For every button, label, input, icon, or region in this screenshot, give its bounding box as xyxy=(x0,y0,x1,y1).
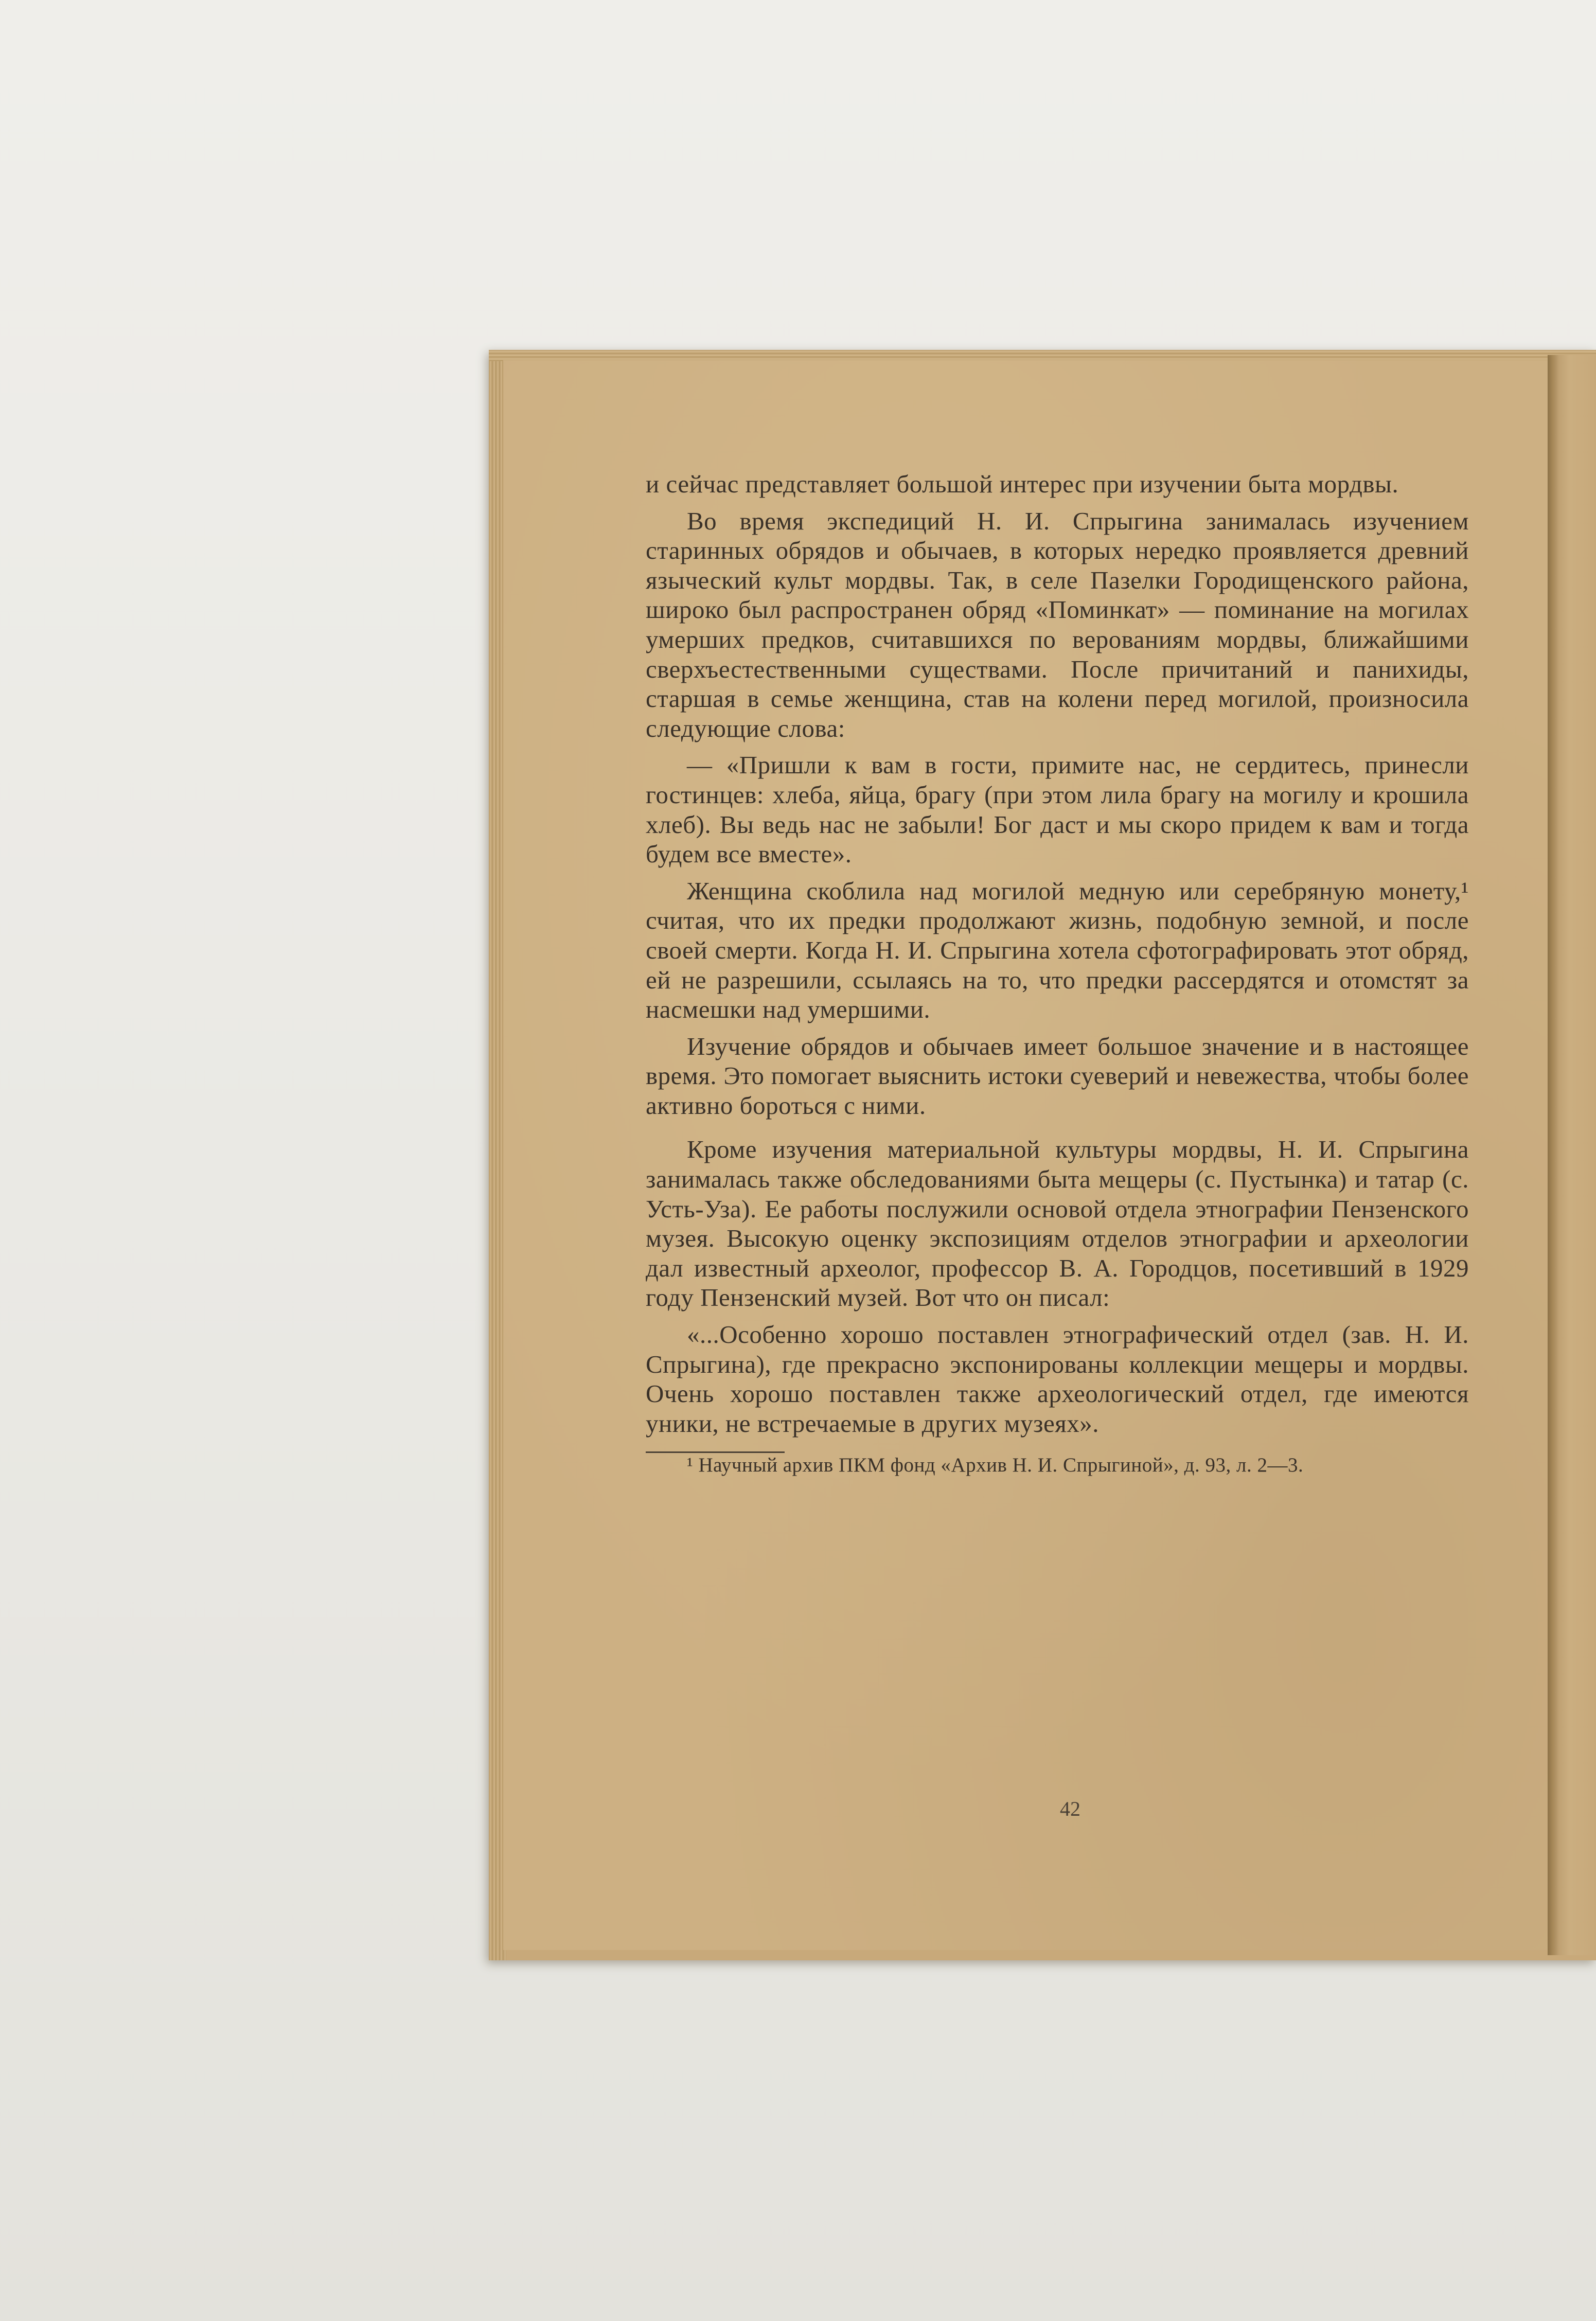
facing-page-edge xyxy=(1554,355,1596,1955)
paragraph-continuation: и сейчас представляет большой интерес при изучении быта мордвы. xyxy=(646,470,1399,498)
paragraph-expedition: Во время экспедиций Н. И. Спрыгина занималась изучением старинных обрядов и обычаев, в которых нередко проявляется древний языческий культ мордвы. Так, в селе Пазелки Городищенского района, широко был распространен обряд «Поминкат» — поминание на могилах умерших предков, считавшихся по верованиям мордвы, ближайшими сверхъестественными существами. После причитаний и панихиды, старшая в семье женщина, став на колени перед могилой, произносила следующие слова: xyxy=(646,506,1469,742)
paragraph-material-culture: Кроме изучения материальной культуры мордвы, Н. И. Спрыгина занималась также обследованиями быта мещеры (с. Пустынка) и татар (с. Усть-Уза). Ее работы послужили основой отдела этнографии Пензенского музея. Высокую оценку экспозициям отделов этнографии и археологии дал известный археолог, профессор В. А. Городцов, посетивший в 1929 году Пензенский музей. Вот что он писал: xyxy=(646,1135,1469,1312)
footnote: ¹ Научный архив ПКМ фонд «Архив Н. И. Спрыгиной», д. 93, л. 2—3. xyxy=(687,1454,1304,1477)
paragraph-quote-prayer: — «Пришли к вам в гости, примите нас, не сердитесь, принесли гостинцев: хлеба, яйца, брагу (при этом лила брагу на могилу и крошила хлеб). Вы ведь нас не забыли! Бог даст и мы скоро придем к вам и тогда будем все вместе». xyxy=(646,751,1469,869)
page-text xyxy=(646,469,1469,1478)
page-edges-top xyxy=(489,350,1596,361)
page-number: 42 xyxy=(1060,1797,1080,1820)
paragraph-study-rites: Изучение обрядов и обычаев имеет большое значение и в настоящее время. Это помогает выяснить истоки суеверий и невежества, чтобы более активно бороться с ними. xyxy=(646,1032,1469,1120)
paragraph-coin-ritual: Женщина скоблила над могилой медную или серебряную монету,¹ считая, что их предки продолжают жизнь, подобную земной, и после своей смерти. Когда Н. И. Спрыгина хотела сфотографировать этот обряд, ей не разрешили, ссылаясь на то, что предки рассердятся и отомстят за насмешки над умершими. xyxy=(646,876,1469,1024)
paragraph-gorodtsov-quote: «...Особенно хорошо поставлен этнографический отдел (зав. Н. И. Спрыгина), где прекрасно экспонированы коллекции мещеры и мордвы. Очень хорошо поставлен также археологический отдел, где имеются уники, не встречаемые в других музеях». xyxy=(646,1320,1469,1438)
